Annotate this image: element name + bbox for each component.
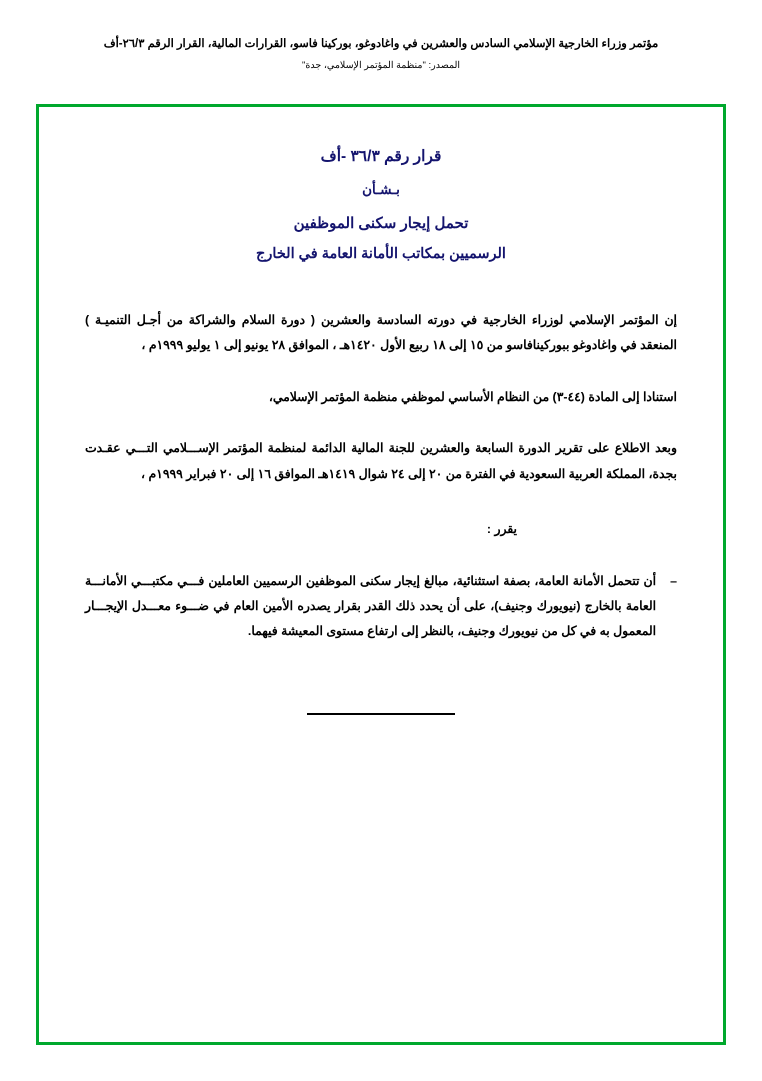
header-source-line: المصدر: "منظمة المؤتمر الإسلامي، جدة"	[301, 60, 461, 72]
header-conference-line: مؤتمر وزراء الخارجية الإسلامي السادس والعشرين في واغادوغو، بوركينا فاسو، القرارات المالية، القرار الرقم ٢٦/٣-أف	[103, 38, 659, 50]
preamble-paragraph-2: استنادا إلى المادة (٤٤-٣) من النظام الأساسي لموظفي منظمة المؤتمر الإسلامي،	[268, 389, 677, 404]
decides-label: يقرر :	[486, 522, 517, 537]
separator-wrapper	[85, 699, 677, 724]
preamble-paragraph-3: وبعد الاطلاع على تقرير الدورة السابعة والعشرين للجنة المالية الدائمة لمنظمة المؤتمر الإســـلامي التـــي عقـدت بجدة، المملكة العربية السعودية في الفترة من ٢٠ إلى ٢٤ شوال ١٤١٩هـ الموافق ١٦ إلى ٢٠ فبراير ١٩٩٩م ،	[85, 441, 677, 481]
operative-list-item	[85, 569, 677, 645]
resolution-title-line-1: تحمل إيجار سكنى الموظفين	[293, 215, 469, 232]
preamble-paragraph-1: إن المؤتمر الإسلامي لوزراء الخارجية في دورته السادسة والعشرين ( دورة السلام والشراكة من أجـل التنميـة ) المنعقد في واغادوغو ببوركينافاسو من ١٥ إلى ١٨ ربيع الأول ١٤٢٠هـ ، الموافق ٢٨ يونيو إلى ١ يوليو ١٩٩٩م ،	[85, 313, 677, 353]
list-item-text: أن تتحمل الأمانة العامة، بصفة استثنائية، مبالغ إيجار سكنى الموظفين الرسميين العاملين فـــي مكتبـــي الأمانـــة العامة بالخارج (نيويورك وجنيف)، على أن يحدد ذلك القدر بقرار يصدره الأمين العام في ضـــوء معـــدل الإيجـــار المعمول به في كل من نيويورك وجنيف، بالنظر إلى ارتفاع مستوى المعيشة فيهما.	[85, 573, 657, 639]
resolution-title-line-2: الرسميين بمكاتب الأمانة العامة في الخارج	[256, 246, 506, 262]
resolution-title-block	[85, 147, 677, 262]
resolution-number: قرار رقم ٣٦/٣ -أف	[320, 148, 442, 165]
list-marker: –	[670, 573, 677, 588]
document-header	[0, 0, 762, 71]
resolution-subject-label: بـشـأن	[362, 182, 400, 197]
green-border-frame	[36, 104, 726, 1045]
horizontal-rule-icon	[307, 713, 455, 715]
resolution-body	[85, 308, 677, 724]
frame-content	[39, 107, 723, 724]
